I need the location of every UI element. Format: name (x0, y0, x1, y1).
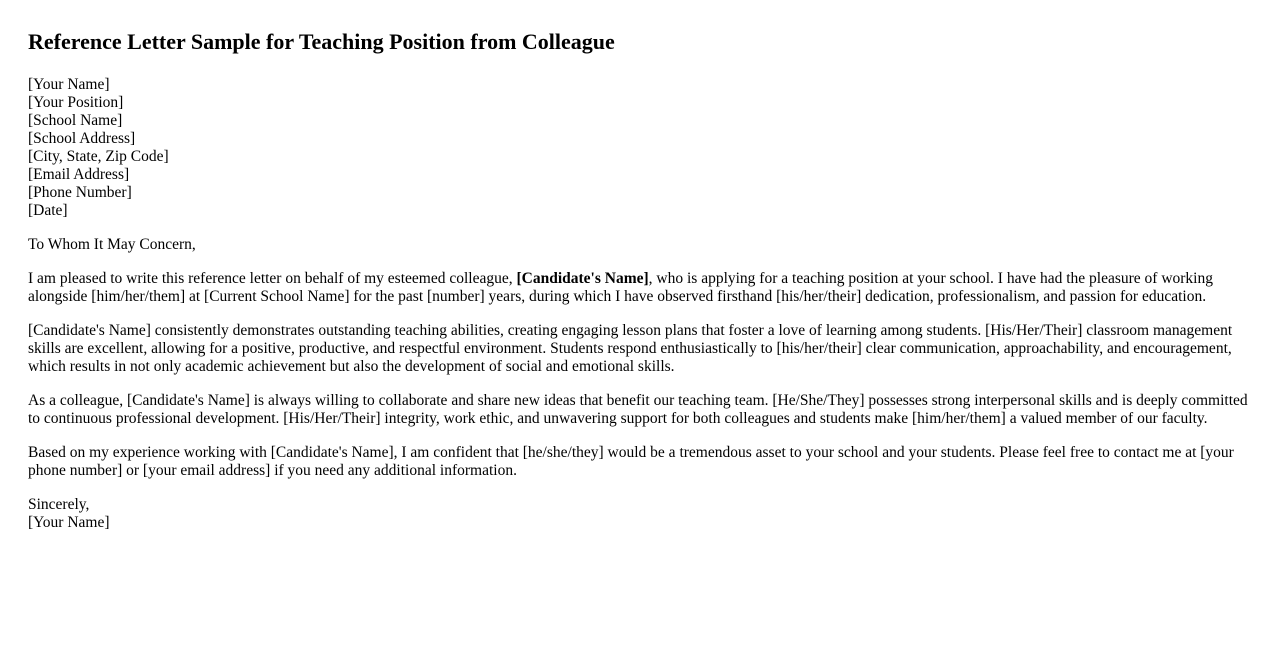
candidate-name-bold: [Candidate's Name] (516, 270, 649, 287)
sender-name: [Your Name] (28, 76, 110, 93)
paragraph-teaching: [Candidate's Name] consistently demonstrates outstanding teaching abilities, creating engaging lesson plans that foster a love of learning among students. [His/Her/Their] classroom management skills are excellent, allowing for a positive, productive, and respectful environment. Students respond enthusiastically to [his/her/their] clear communication, approachability, and encouragement, which results in not only academic achievement but also the development of social and emotional skills. (28, 322, 1233, 375)
paragraph-intro-after: , who is applying for a teaching position at your school. I have had the pleasure of working alongside [him/her/them] at [Current School Name] for the past [number] years, during which I have observed firsthand [his/her/their] dedication, professionalism, and passion for education. (28, 270, 1213, 305)
sender-email: [Email Address] (28, 166, 130, 183)
sender-date: [Date] (28, 202, 68, 219)
sender-school-address: [School Address] (28, 130, 136, 147)
sender-position: [Your Position] (28, 94, 124, 111)
signature-name: [Your Name] (28, 514, 110, 531)
paragraph-conclusion: Based on my experience working with [Candidate's Name], I am confident that [he/she/they] would be a tremendous asset to your school and your students. Please feel free to contact me at [your phone number] or [your email address] if you need any additional information. (28, 444, 1234, 479)
sender-school-name: [School Name] (28, 112, 123, 129)
letter-page (28, 0, 1250, 532)
sender-block (28, 76, 1250, 220)
paragraph-intro-before: I am pleased to write this reference letter on behalf of my esteemed colleague, (28, 270, 517, 287)
sender-phone: [Phone Number] (28, 184, 132, 201)
salutation: To Whom It May Concern, (28, 236, 196, 253)
sender-city-state-zip: [City, State, Zip Code] (28, 148, 169, 165)
paragraph-colleague: As a colleague, [Candidate's Name] is always willing to collaborate and share new ideas that benefit our teaching team. [He/She/They] possesses strong interpersonal skills and is deeply committed to continuous professional development. [His/Her/Their] integrity, work ethic, and unwavering support for both colleagues and students make [him/her/them] a valued member of our faculty. (28, 392, 1248, 427)
page-title: Reference Letter Sample for Teaching Position from Colleague (28, 29, 615, 54)
paragraph-intro (28, 270, 1250, 306)
closing-block (28, 496, 1250, 532)
signoff: Sincerely, (28, 496, 90, 513)
